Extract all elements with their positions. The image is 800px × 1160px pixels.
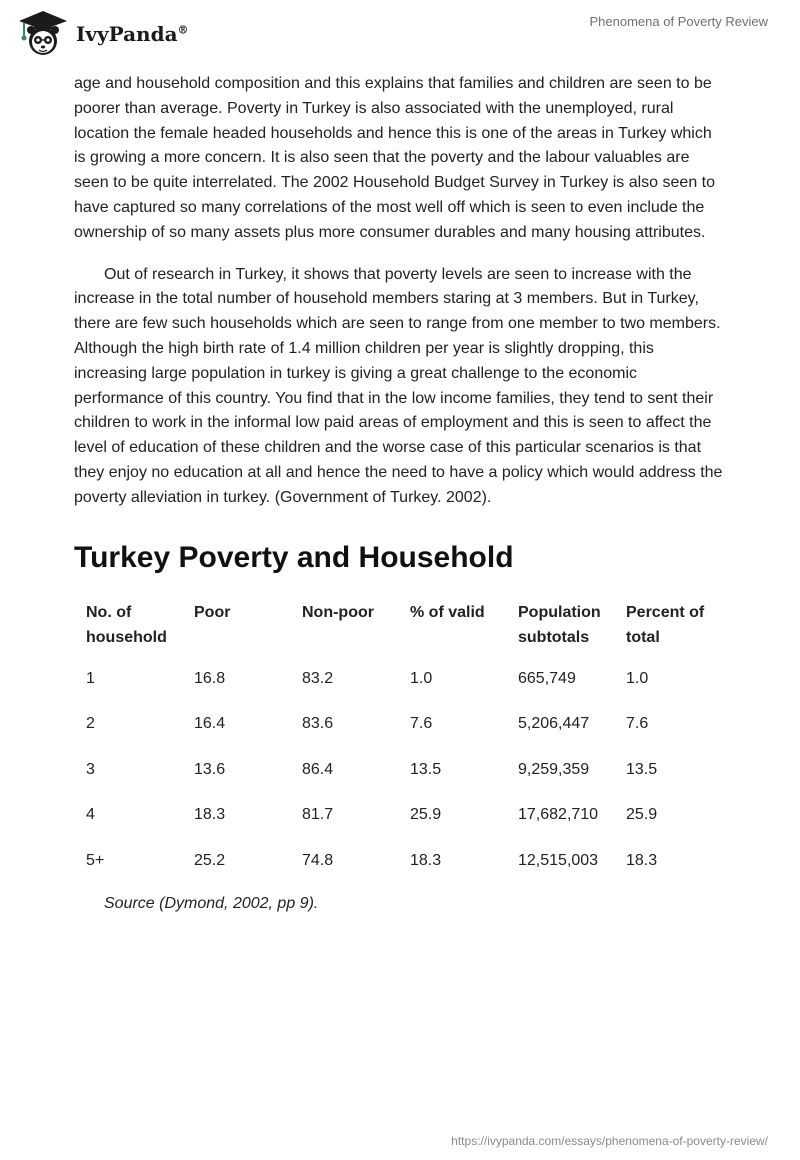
table-cell: 5,206,447	[518, 715, 590, 733]
table-cell: 12,515,003	[518, 851, 599, 869]
poverty-household-table	[78, 596, 726, 890]
table-cell: 13.6	[194, 760, 226, 778]
table-cell: 2	[86, 715, 95, 733]
table-cell: 665,749	[518, 669, 576, 687]
column-header-percent-valid: % of valid	[410, 603, 485, 621]
table-cell: 16.4	[194, 715, 226, 733]
table-cell: 18.3	[410, 851, 442, 869]
table-cell: 7.6	[626, 715, 649, 733]
table-header-row	[78, 596, 726, 662]
table-row	[78, 707, 726, 753]
table-cell: 1.0	[410, 669, 433, 687]
table-cell: 25.2	[194, 851, 226, 869]
paragraph-2: Out of research in Turkey, it shows that poverty levels are seen to increase with the increase in the total number of household members staring at 3 members. But in Turkey, there are few such households which are seen to range from one member to two members. Although the high birth rate of 1.4 million children per year is slightly dropping, this increasing large population in turkey is giving a great challenge to the economic performance of this country. You find that in the low income families, they tend to sent their children to work in the informal low paid areas of employment and this is seen to affect the level of education of these children and the worse case of this particular scenarios is that they enjoy no education at all and hence the need to have a policy which would address the poverty alleviation in turkey. (Government of Turkey. 2002).	[74, 265, 723, 506]
column-header-household: No. of household	[86, 603, 167, 646]
table-cell: 18.3	[194, 806, 226, 824]
document-title: Phenomena of Poverty Review	[589, 14, 768, 29]
article-content	[74, 72, 726, 913]
brand-name-text: IvyPanda	[76, 22, 178, 46]
table-cell: 74.8	[302, 851, 334, 869]
table-cell: 1.0	[626, 669, 649, 687]
table-row	[78, 753, 726, 799]
table-cell: 5+	[86, 851, 105, 869]
table-cell: 81.7	[302, 806, 334, 824]
table-cell: 9,259,359	[518, 760, 590, 778]
table-cell: 18.3	[626, 851, 658, 869]
table-cell: 83.6	[302, 715, 334, 733]
registered-mark: ®	[177, 23, 189, 37]
table-row	[78, 798, 726, 844]
brand-logo[interactable]	[14, 8, 189, 58]
footer-url-link[interactable]: https://ivypanda.com/essays/phenomena-of-poverty-review/	[451, 1134, 768, 1148]
table-cell: 83.2	[302, 669, 334, 687]
table-cell: 16.8	[194, 669, 226, 687]
column-header-poor: Poor	[194, 603, 231, 621]
brand-name	[76, 22, 189, 46]
table-cell: 86.4	[302, 760, 334, 778]
panda-graduate-icon	[14, 8, 72, 58]
table-cell: 13.5	[626, 760, 658, 778]
table-cell: 13.5	[410, 760, 442, 778]
section-title: Turkey Poverty and Household	[74, 540, 514, 574]
table-cell: 1	[86, 669, 95, 687]
table-row	[78, 662, 726, 708]
page-header	[0, 0, 800, 68]
table-row	[78, 844, 726, 890]
column-header-percent-total: Percent of total	[626, 603, 705, 646]
table-cell: 25.9	[410, 806, 442, 824]
column-header-non-poor: Non-poor	[302, 603, 374, 621]
paragraph-1: age and household composition and this explains that families and children are seen to be poorer than average. Poverty in Turkey is also associated with the unemployed, rural location the female headed households and hence this is one of the areas in Turkey which is growing a more concern. It is also seen that the poverty and the labour valuables are seen to be quite interrelated. The 2002 Household Budget Survey in Turkey is also seen to have captured so many correlations of the most well off which is seen to even include the ownership of so many assets plus more consumer durables and many housing attributes.	[74, 75, 715, 241]
table-source-caption: Source (Dymond, 2002, pp 9).	[104, 895, 319, 913]
table-cell: 4	[86, 806, 95, 824]
column-header-population-subtotals: Population subtotals	[518, 603, 601, 646]
table-cell: 3	[86, 760, 95, 778]
table-cell: 7.6	[410, 715, 433, 733]
table-cell: 17,682,710	[518, 806, 599, 824]
table-cell: 25.9	[626, 806, 658, 824]
